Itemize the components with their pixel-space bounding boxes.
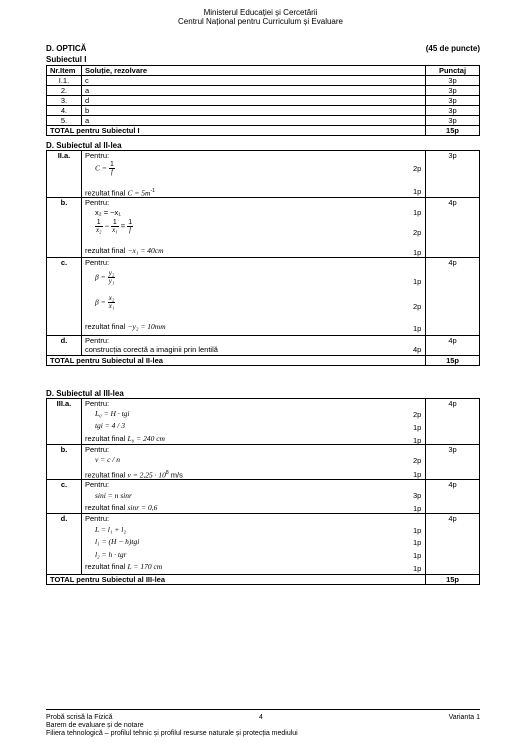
op-equals: = bbox=[120, 221, 126, 231]
pentru-label: Pentru: bbox=[84, 151, 110, 160]
formula-lhs: β = bbox=[94, 272, 106, 282]
formula-points: 2p bbox=[412, 410, 422, 419]
result-value: −x₁ = 40cm bbox=[127, 246, 164, 255]
frac-den: f bbox=[129, 226, 132, 234]
col-header-item: Nr.Item bbox=[47, 66, 82, 76]
footer-barem: Barem de evaluare și de notare bbox=[46, 722, 144, 729]
formula-c bbox=[95, 161, 115, 176]
formula-points: 1p bbox=[412, 538, 422, 547]
op-minus: − bbox=[104, 221, 109, 231]
item-points: 4p bbox=[426, 336, 480, 356]
formula-points: 1p bbox=[412, 551, 422, 560]
result-points: 1p bbox=[412, 248, 422, 257]
frac-den: x₂ bbox=[95, 226, 102, 234]
formula-beta2 bbox=[95, 295, 115, 310]
pentru-label: Pentru: bbox=[84, 198, 110, 207]
row-answer: c bbox=[81, 76, 425, 86]
result-exponent: -1 bbox=[150, 188, 155, 194]
item-points: 3p bbox=[426, 445, 480, 480]
result-line bbox=[85, 503, 157, 512]
col-header-points: Punctaj bbox=[426, 66, 480, 76]
formula-points: 1p bbox=[412, 277, 422, 286]
item-points: 4p bbox=[426, 480, 480, 514]
formula-beta1 bbox=[95, 270, 115, 285]
item-row-c bbox=[47, 480, 480, 514]
subject2-table bbox=[46, 150, 480, 366]
result-points: 1p bbox=[412, 504, 422, 513]
row-answer: a bbox=[81, 86, 425, 96]
table-row bbox=[47, 76, 480, 86]
formula-points: 2p bbox=[412, 228, 422, 237]
result-line bbox=[85, 562, 162, 571]
table-row bbox=[47, 106, 480, 116]
result-points: 1p bbox=[412, 564, 422, 573]
item-row-d bbox=[47, 514, 480, 575]
item-label: II.a. bbox=[47, 151, 82, 198]
header bbox=[0, 8, 521, 26]
row-points: 3p bbox=[426, 76, 480, 86]
item-row-a bbox=[47, 151, 480, 198]
result-value: sinr = 0,6 bbox=[127, 503, 158, 512]
footer-profile: Filiera tehnologică – profilul tehnic și profilul resurse naturale și protecția mediului bbox=[46, 730, 298, 737]
row-item: 5. bbox=[47, 116, 82, 126]
formula-sum: L = l₁ + l₂ bbox=[94, 525, 126, 534]
row-answer: b bbox=[81, 106, 425, 116]
formula-x2: x₂ = −x₁ bbox=[94, 208, 121, 217]
formula-points: 2p bbox=[412, 456, 422, 465]
footer bbox=[46, 714, 480, 738]
item-points: 3p bbox=[426, 151, 480, 198]
subject1-table bbox=[46, 65, 480, 136]
item-row-d bbox=[47, 336, 480, 356]
total-label: TOTAL pentru Subiectul al III-lea bbox=[47, 575, 426, 585]
subject2-title: D. Subiectul al II-lea bbox=[46, 141, 122, 150]
item-label: d. bbox=[47, 336, 82, 356]
total-points: 15p bbox=[426, 575, 480, 585]
result-points: 1p bbox=[412, 187, 422, 196]
row-item: 3. bbox=[47, 96, 82, 106]
row-points: 3p bbox=[426, 96, 480, 106]
item-row-c bbox=[47, 258, 480, 336]
col-header-solution: Soluție, rezolvare bbox=[81, 66, 425, 76]
row-item: I.1. bbox=[47, 76, 82, 86]
frac-den: x₁ bbox=[108, 302, 115, 310]
result-line bbox=[85, 246, 164, 255]
table-row bbox=[47, 96, 480, 106]
result-label: rezultat final bbox=[84, 503, 126, 512]
formula-points: 2p bbox=[412, 302, 422, 311]
pentru-label: Pentru: bbox=[84, 258, 110, 267]
pentru-label: Pentru: bbox=[84, 336, 110, 345]
result-points: 1p bbox=[412, 470, 422, 479]
total-row bbox=[47, 126, 480, 136]
formula-tgi: tgi = 4 / 3 bbox=[94, 421, 126, 430]
frac-den: x₁ bbox=[112, 226, 118, 234]
result-exponent: 8 bbox=[165, 470, 169, 476]
result-value: −y₂ = 10mm bbox=[127, 322, 166, 331]
subject3-table bbox=[46, 398, 480, 585]
footer-divider bbox=[46, 709, 480, 710]
row-points: 3p bbox=[426, 106, 480, 116]
pentru-label: Pentru: bbox=[84, 514, 110, 523]
formula-points: 1p bbox=[412, 423, 422, 432]
item-row-b bbox=[47, 198, 480, 258]
total-label: TOTAL pentru Subiectul al II-lea bbox=[47, 356, 426, 366]
item-points: 4p bbox=[426, 399, 480, 445]
pentru-label: Pentru: bbox=[84, 445, 110, 454]
result-line bbox=[85, 187, 155, 198]
row-item: 2. bbox=[47, 86, 82, 96]
formula-v: v = c / n bbox=[94, 455, 121, 464]
result-label: rezultat final bbox=[84, 562, 126, 571]
pentru-label: Pentru: bbox=[84, 399, 110, 408]
item-label: b. bbox=[47, 445, 82, 480]
item-row-a bbox=[47, 399, 480, 445]
pentru-label: Pentru: bbox=[84, 480, 110, 489]
total-row bbox=[47, 356, 480, 366]
frac-num: y₂ bbox=[108, 269, 115, 277]
result-unit: m/s bbox=[168, 470, 183, 480]
footer-exam: Probă scrisă la Fizică bbox=[46, 714, 113, 721]
item-label: c. bbox=[47, 258, 82, 336]
footer-variant: Varianta 1 bbox=[448, 714, 480, 721]
result-value: C = 5m bbox=[127, 188, 151, 198]
section-points: (45 de puncte) bbox=[425, 44, 480, 53]
header-line1: Ministerul Educației și Cercetării bbox=[203, 8, 318, 17]
criterion-text: construcția corectă a imaginii prin lentilă bbox=[84, 345, 218, 354]
criterion-points: 4p bbox=[412, 345, 422, 354]
item-label: b. bbox=[47, 198, 82, 258]
formula-lens bbox=[95, 219, 133, 234]
header-line2: Centrul Național pentru Curriculum și Evaluare bbox=[178, 17, 343, 26]
frac-num: 1 bbox=[110, 161, 114, 168]
formula-l0: L₀ = H · tgi bbox=[94, 409, 130, 418]
row-points: 3p bbox=[426, 116, 480, 126]
table-row bbox=[47, 86, 480, 96]
total-row bbox=[47, 575, 480, 585]
result-line bbox=[85, 322, 166, 331]
formula-l2: l₂ = h · tgr bbox=[94, 550, 127, 559]
frac-den: y₁ bbox=[108, 277, 115, 285]
item-points: 4p bbox=[426, 198, 480, 258]
subject1-title: Subiectul I bbox=[46, 55, 87, 64]
result-points: 1p bbox=[412, 436, 422, 445]
frac-num: x₂ bbox=[108, 294, 115, 302]
result-value: L₀ = 240 cm bbox=[127, 434, 165, 443]
row-points: 3p bbox=[426, 86, 480, 96]
table-row bbox=[47, 116, 480, 126]
formula-points: 2p bbox=[412, 164, 422, 173]
section-title-row bbox=[46, 44, 480, 53]
total-points: 15p bbox=[426, 356, 480, 366]
frac-num: 1 bbox=[96, 219, 101, 226]
footer-page-number: 4 bbox=[259, 714, 263, 721]
formula-l1: l₁ = (H − h)tgi bbox=[94, 537, 140, 546]
frac-den: f bbox=[110, 168, 113, 176]
item-label: c. bbox=[47, 480, 82, 514]
item-points: 4p bbox=[426, 514, 480, 575]
result-value: L = 170 cm bbox=[127, 562, 163, 571]
total-points: 15p bbox=[426, 126, 480, 136]
item-label: III.a. bbox=[47, 399, 82, 445]
result-label: rezultat final bbox=[84, 188, 126, 198]
row-answer: a bbox=[81, 116, 425, 126]
table-header-row bbox=[47, 66, 480, 76]
total-label: TOTAL pentru Subiectul I bbox=[47, 126, 426, 136]
section-title: D. OPTICĂ bbox=[46, 44, 87, 53]
result-line bbox=[85, 434, 165, 443]
item-row-b bbox=[47, 445, 480, 480]
result-label: rezultat final bbox=[84, 246, 126, 255]
result-line bbox=[85, 469, 183, 480]
subject3-title: D. Subiectul al III-lea bbox=[46, 389, 124, 398]
result-value: v = 2,25 · 10 bbox=[127, 470, 166, 480]
formula-lhs: β = bbox=[94, 297, 106, 307]
formula-points: 3p bbox=[412, 491, 422, 500]
item-points: 4p bbox=[426, 258, 480, 336]
row-item: 4. bbox=[47, 106, 82, 116]
row-answer: d bbox=[81, 96, 425, 106]
formula-snell: sini = n sinr bbox=[94, 491, 132, 500]
formula-lhs: C = bbox=[94, 163, 107, 173]
result-label: rezultat final bbox=[84, 434, 126, 443]
frac-num: 1 bbox=[112, 219, 117, 226]
result-label: rezultat final bbox=[84, 322, 126, 331]
frac-num: 1 bbox=[128, 219, 133, 226]
item-label: d. bbox=[47, 514, 82, 575]
formula-points: 1p bbox=[412, 208, 422, 217]
formula-points: 1p bbox=[412, 526, 422, 535]
result-points: 1p bbox=[412, 324, 422, 333]
result-label: rezultat final bbox=[84, 470, 126, 480]
